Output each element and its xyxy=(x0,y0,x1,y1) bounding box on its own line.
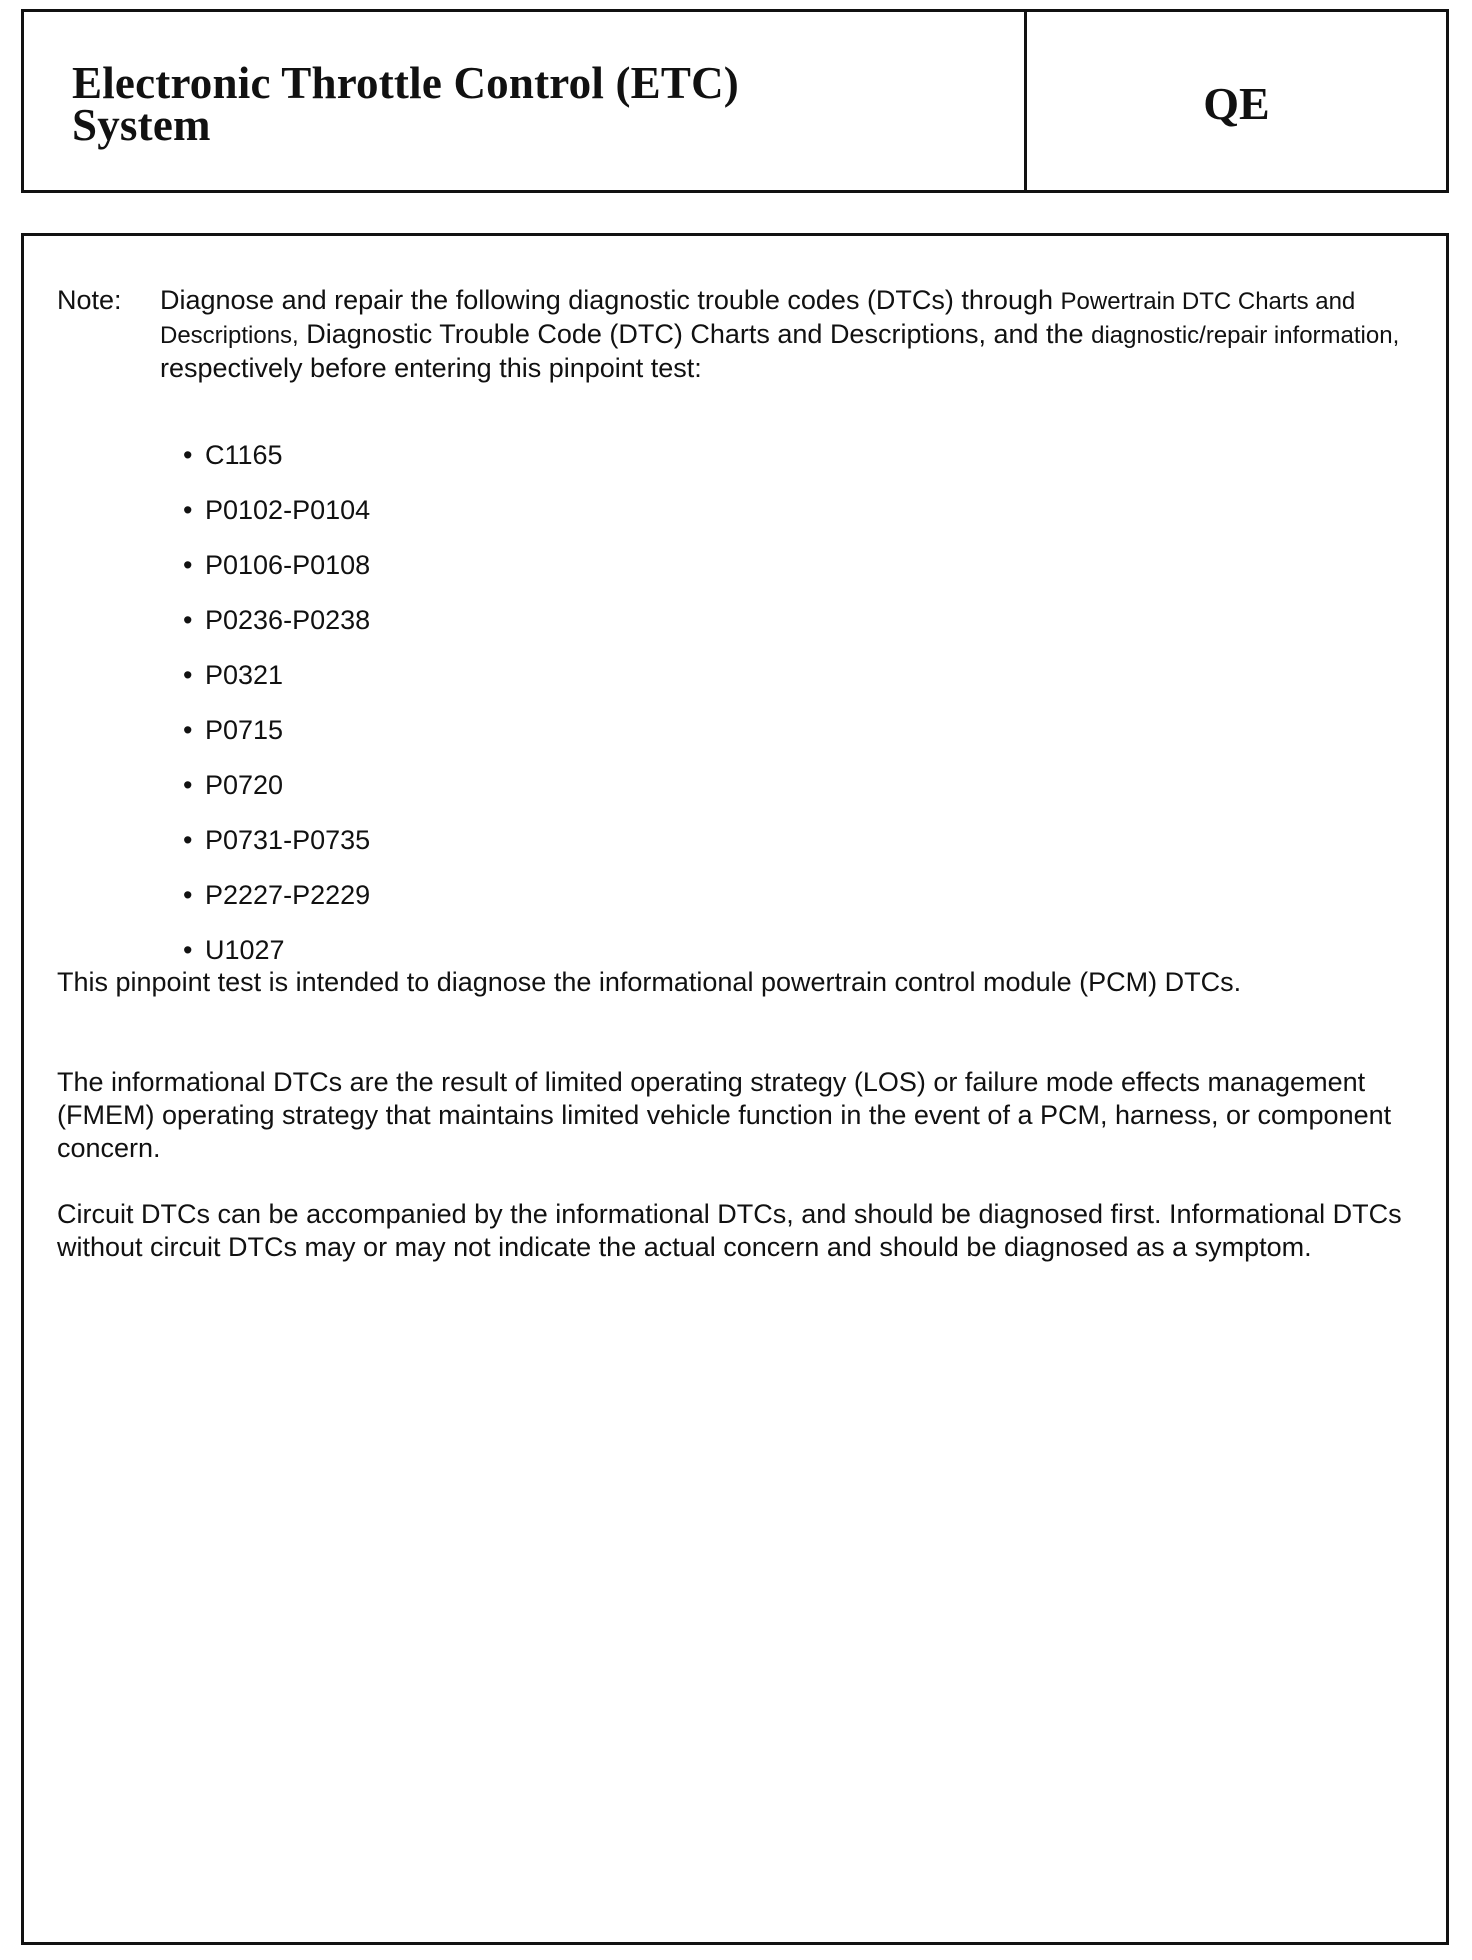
note-label: Note: xyxy=(57,285,122,315)
note-text-part: Powertrain DTC Charts and Descriptions, xyxy=(160,288,1356,349)
section-code: QE xyxy=(1203,77,1270,129)
bullet-icon: • xyxy=(183,770,193,800)
title-line-1: Electronic Throttle Control (ETC) xyxy=(72,58,739,108)
dtc-code: U1027 xyxy=(205,935,285,965)
bullet-icon: • xyxy=(183,440,193,470)
dtc-code: P0236-P0238 xyxy=(205,605,371,635)
dtc-code: P2227-P2229 xyxy=(205,880,371,910)
bullet-icon: • xyxy=(183,605,193,635)
list-item xyxy=(183,494,370,549)
note-text-part: Diagnostic Trouble Code (DTC) Charts and Descriptions, and the xyxy=(298,319,1092,349)
dtc-code: P0731-P0735 xyxy=(205,825,371,855)
dtc-code: P0106-P0108 xyxy=(205,550,371,580)
list-item xyxy=(183,439,370,494)
list-item xyxy=(183,824,370,879)
bullet-icon: • xyxy=(183,660,193,690)
paragraph-pinpoint-intent: This pinpoint test is intended to diagnose the informational powertrain control module (PCM) DTCs. xyxy=(57,967,1242,997)
dtc-code: P0102-P0104 xyxy=(205,495,371,525)
paragraph-circuit-dtcs: Circuit DTCs can be accompanied by the informational DTCs, and should be diagnosed first. Informational DTCs without circuit DTCs may or may not indicate the actual concern and should be diagnosed as a symptom. xyxy=(57,1199,1402,1262)
paragraph-informational-dtcs: The informational DTCs are the result of limited operating strategy (LOS) or failure mode effects management (FMEM) operating strategy that maintains limited vehicle function in the event of a PCM, harness, or component concern. xyxy=(57,1067,1392,1163)
list-item xyxy=(183,714,370,769)
dtc-code-list xyxy=(183,439,370,989)
dtc-code: P0715 xyxy=(205,715,284,745)
list-item xyxy=(183,604,370,659)
list-item xyxy=(183,879,370,934)
content-panel xyxy=(21,233,1449,1945)
page-title xyxy=(72,58,739,150)
dtc-code: C1165 xyxy=(205,440,283,470)
bullet-icon: • xyxy=(183,880,193,910)
note-text xyxy=(160,284,1415,385)
page-header xyxy=(21,9,1449,193)
note-text-part: diagnostic/repair information, xyxy=(1091,322,1400,349)
title-line-2: System xyxy=(72,100,211,150)
bullet-icon: • xyxy=(183,935,193,965)
dtc-code: P0720 xyxy=(205,770,284,800)
note-text-part: Diagnose and repair the following diagnostic trouble codes (DTCs) through xyxy=(160,285,1061,315)
list-item xyxy=(183,659,370,714)
dtc-code: P0321 xyxy=(205,660,284,690)
note-text-part: respectively before entering this pinpoint test: xyxy=(160,353,702,383)
list-item xyxy=(183,549,370,604)
list-item xyxy=(183,769,370,824)
bullet-icon: • xyxy=(183,495,193,525)
bullet-icon: • xyxy=(183,550,193,580)
bullet-icon: • xyxy=(183,825,193,855)
bullet-icon: • xyxy=(183,715,193,745)
